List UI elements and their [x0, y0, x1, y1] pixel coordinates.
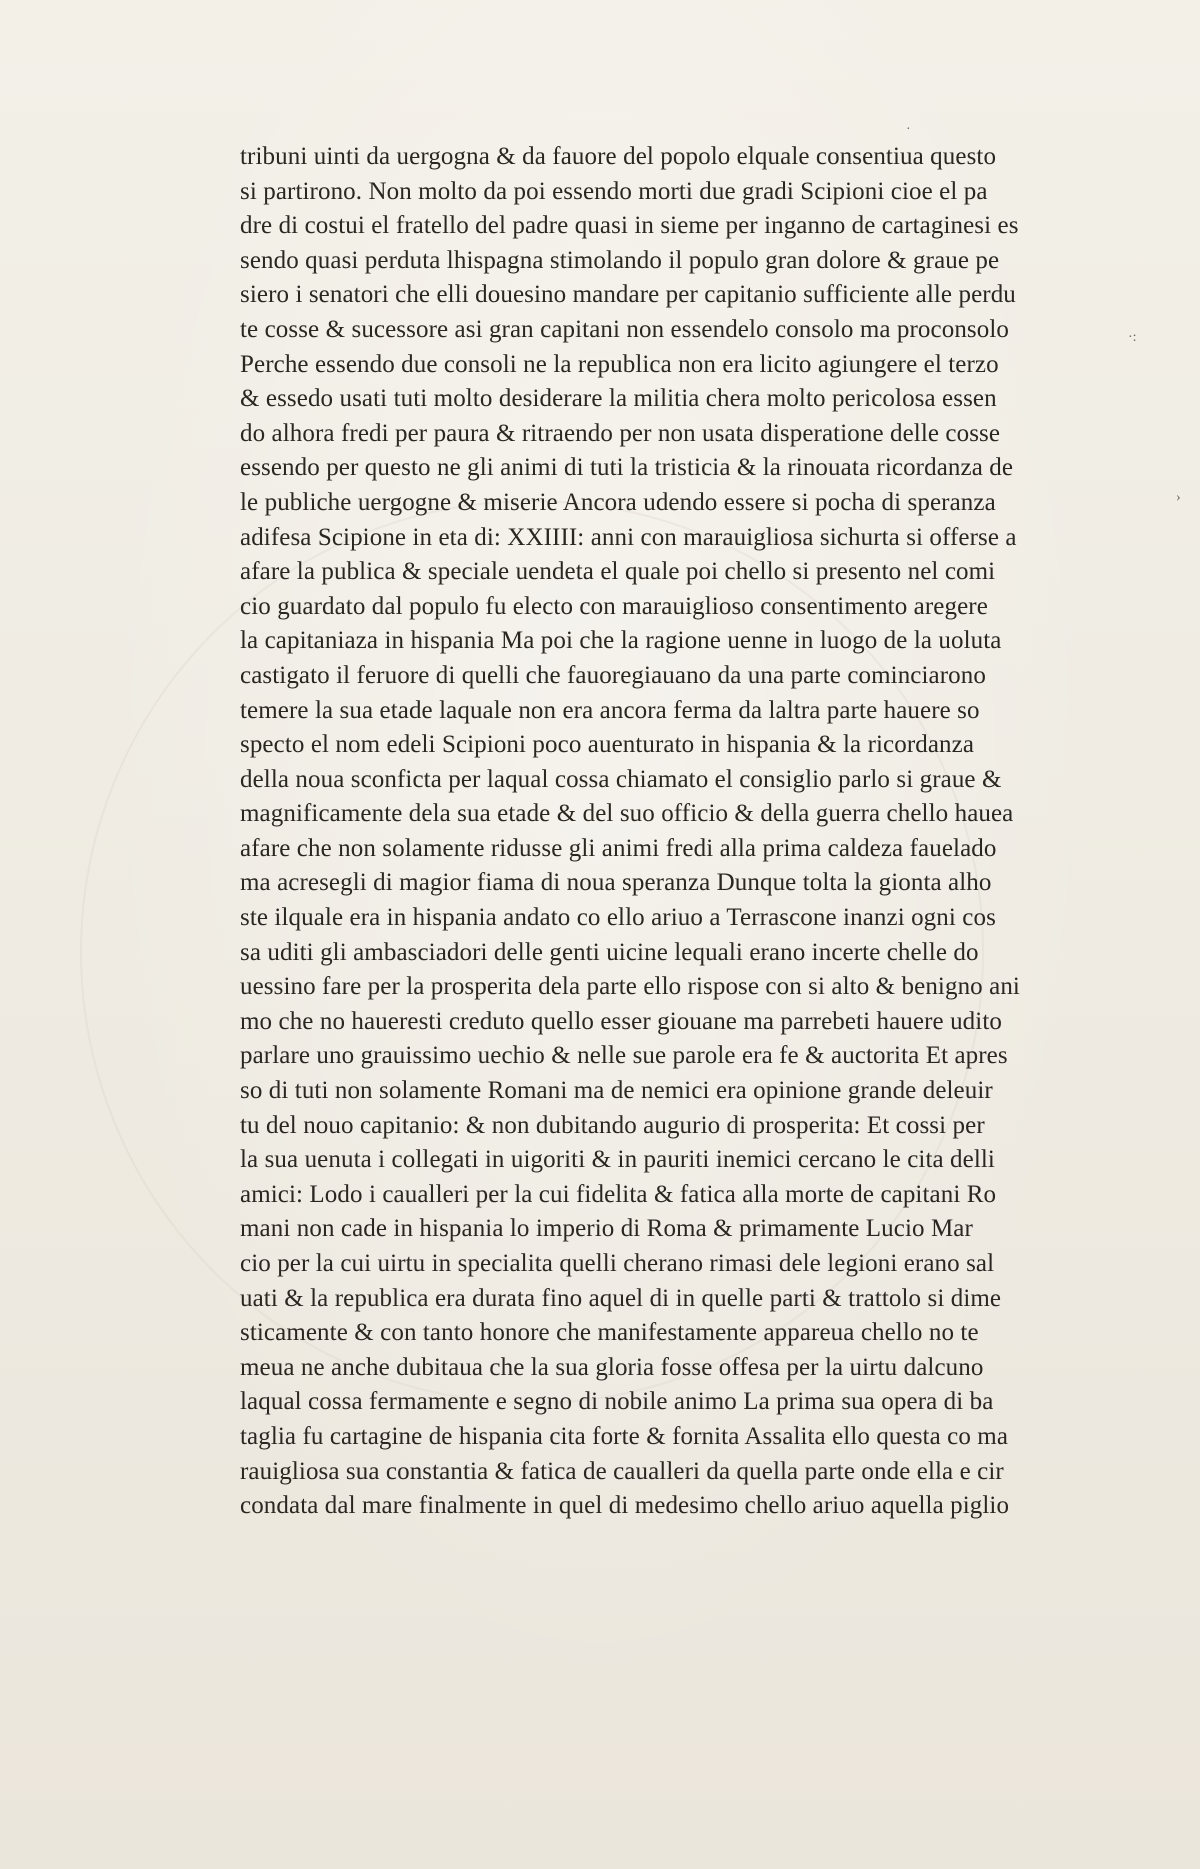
text-line: cio guardato dal populo fu electo con marauiglioso consentimento aregere	[240, 592, 988, 620]
text-line: la sua uenuta i collegati in uigoriti & in pauriti inemici cercano le cita delli	[240, 1146, 995, 1174]
text-line: meua ne anche dubitaua che la sua gloria fosse offesa per la uirtu dalcuno	[240, 1353, 984, 1381]
text-line: do alhora fredi per paura & ritraendo per non usata disperatione delle cosse	[240, 419, 1001, 447]
text-line: dre di costui el fratello del padre quasi in sieme per inganno de cartaginesi es	[240, 212, 1019, 240]
text-line: tu del nouo capitanio: & non dubitando augurio di prosperita: Et cossi per	[240, 1111, 985, 1139]
paper-speck: ›	[1176, 490, 1181, 505]
text-line: sendo quasi perduta lhispagna stimolando il populo gran dolore & graue pe	[240, 246, 1000, 274]
text-block	[240, 140, 1100, 1524]
text-line: condata dal mare finalmente in quel di medesimo chello ariuo aquella piglio	[240, 1492, 1010, 1520]
text-line: te cosse & sucessore asi gran capitani non essendelo consolo ma proconsolo	[240, 315, 1010, 343]
text-line: cio per la cui uirtu in specialita quelli cherano rimasi dele legioni erano sal	[240, 1250, 995, 1277]
text-line: mo che no haueresti creduto quello esser giouane ma parrebeti hauere udito	[240, 1007, 1002, 1035]
text-line: magnificamente dela sua etade & del suo officio & della guerra chello hauea	[240, 800, 1014, 828]
text-line: uessino fare per la prosperita dela parte ello rispose con si alto & benigno ani	[240, 973, 1020, 1001]
text-line: essendo per questo ne gli animi di tuti la tristicia & la rinouata ricordanza de	[240, 454, 1014, 482]
text-line: rauigliosa sua constantia & fatica de caualleri da quella parte onde ella e cir	[240, 1457, 1004, 1485]
text-line: amici: Lodo i caualleri per la cui fidelita & fatica alla morte de capitani Ro	[240, 1180, 997, 1208]
text-line: Perche essendo due consoli ne la republica non era licito agiungere el terzo	[240, 350, 999, 378]
text-line: & essedo usati tuti molto desiderare la militia chera molto pericolosa essen	[240, 385, 997, 413]
text-line: adifesa Scipione in eta di: XXIIII: anni con marauigliosa sichurta si offerse a	[240, 523, 1017, 551]
text-line: temere la sua etade laquale non era ancora ferma da laltra parte hauere so	[240, 696, 980, 724]
text-line: sticamente & con tanto honore che manifestamente appareua chello no te	[240, 1319, 979, 1347]
text-line: mani non cade in hispania lo imperio di Roma & primamente Lucio Mar	[240, 1215, 973, 1243]
text-line: tribuni uinti da uergogna & da fauore del popolo elquale consentiua questo	[240, 143, 997, 170]
paper-speck: ·:	[1128, 330, 1137, 345]
text-line: si partirono. Non molto da poi essendo morti due gradi Scipioni cioe el pa	[240, 177, 988, 205]
text-line: la capitaniaza in hispania Ma poi che la ragione uenne in luogo de la uoluta	[240, 627, 1002, 655]
text-line: laqual cossa fermamente e segno di nobile animo La prima sua opera di ba	[240, 1388, 994, 1416]
text-line: castigato il feruore di quelli che fauoregiauano da una parte cominciarono	[240, 661, 986, 689]
text-line: so di tuti non solamente Romani ma de nemici era opinione grande deleuir	[240, 1077, 993, 1105]
text-line: le publiche uergogne & miserie Ancora udendo essere si pocha di speranza	[240, 488, 996, 516]
text-line: sa uditi gli ambasciadori delle genti uicine lequali erano incerte chelle do	[240, 938, 979, 966]
paper-speck: ·	[906, 122, 911, 137]
text-line: della noua sconficta per laqual cossa chiamato el consiglio parlo si graue &	[240, 765, 1002, 793]
text-line: siero i senatori che elli douesino mandare per capitanio sufficiente alle perdu	[240, 281, 1016, 309]
text-line: specto el nom edeli Scipioni poco auenturato in hispania & la ricordanza	[240, 731, 975, 759]
text-line: ma acresegli di magior fiama di noua speranza Dunque tolta la gionta alho	[240, 869, 992, 897]
text-line: taglia fu cartagine de hispania cita forte & fornita Assalita ello questa co ma	[240, 1422, 1009, 1450]
text-line: ste ilquale era in hispania andato co ello ariuo a Terrascone inanzi ogni cos	[240, 904, 996, 932]
text-line: parlare uno grauissimo uechio & nelle sue parole era fe & auctorita Et apres	[240, 1042, 1008, 1070]
text-line: afare che non solamente ridusse gli animi fredi alla prima caldeza fauelado	[240, 834, 997, 862]
text-line: uati & la republica era durata fino aquel di in quelle parti & trattolo si dime	[240, 1284, 1002, 1312]
text-line: afare la publica & speciale uendeta el quale poi chello si presento nel comi	[240, 558, 996, 586]
